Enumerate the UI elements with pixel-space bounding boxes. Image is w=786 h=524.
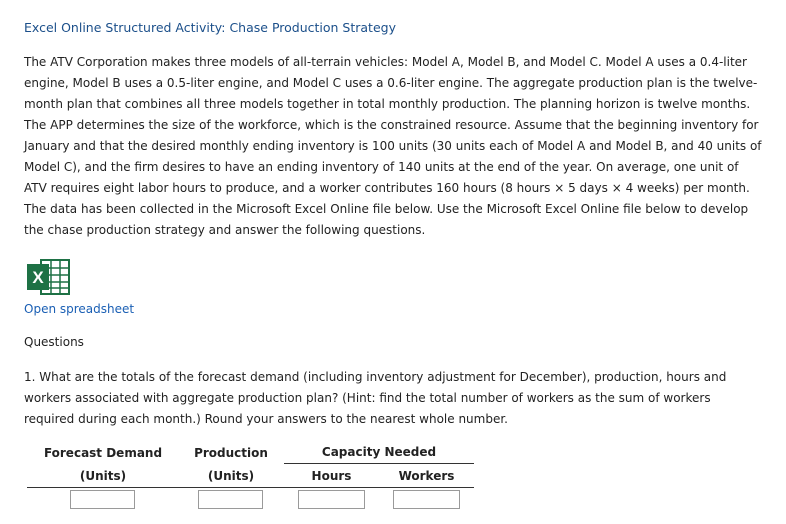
workers-input[interactable] [393, 490, 460, 509]
capacity-header-rule [284, 463, 474, 464]
excel-icon[interactable] [25, 257, 71, 297]
workers-header: Workers [398, 469, 455, 483]
questions-heading: Questions [24, 335, 84, 349]
production-header: Production [194, 446, 268, 460]
hours-input[interactable] [298, 490, 365, 509]
question-1-text: 1. What are the totals of the forecast demand (including inventory adjustment for December), production, hours and workers associated with aggregate production plan? (Hint: find the total number of workers as the sum of workers required during each month.) Round your answers to the nearest whole number. [24, 370, 727, 426]
intro-paragraph: The ATV Corporation makes three models of all-terrain vehicles: Model A, Model B, and Model C. Model A uses a 0.4-liter engine, Model B uses a 0.5-liter engine, and Model C uses a 0.6-liter engine. The aggregate production plan is the twelve-month plan that combines all three models together in total monthly production. The planning horizon is twelve months. The APP determines the size of the workforce, which is the constrained resource. Assume that the beginning inventory for January and that the desired monthly ending inventory is 100 units (30 units each of Model A and Model B, and 40 units of Model C), and the firm desires to have an ending inventory of 140 units at the end of the year. On average, one unit of ATV requires eight labor hours to produce, and a worker contributes 160 hours (8 hours × 5 days × 4 weeks) per month. The data has been collected in the Microsoft Excel Online file below. Use the Microsoft Excel Online file below to develop the chase production strategy and answer the following questions. [24, 55, 762, 237]
svg-text:X: X [32, 268, 44, 287]
hours-header: Hours [311, 469, 352, 483]
capacity-needed-header: Capacity Needed [321, 445, 437, 459]
activity-title: Excel Online Structured Activity: Chase Production Strategy [24, 20, 396, 35]
production-input[interactable] [198, 490, 263, 509]
production-units: (Units) [207, 469, 255, 483]
forecast-demand-header: Forecast Demand [43, 446, 163, 460]
forecast-demand-input[interactable] [70, 490, 135, 509]
table-header-rule [27, 487, 474, 488]
open-spreadsheet-link[interactable]: Open spreadsheet [24, 302, 135, 316]
forecast-demand-units: (Units) [79, 469, 127, 483]
